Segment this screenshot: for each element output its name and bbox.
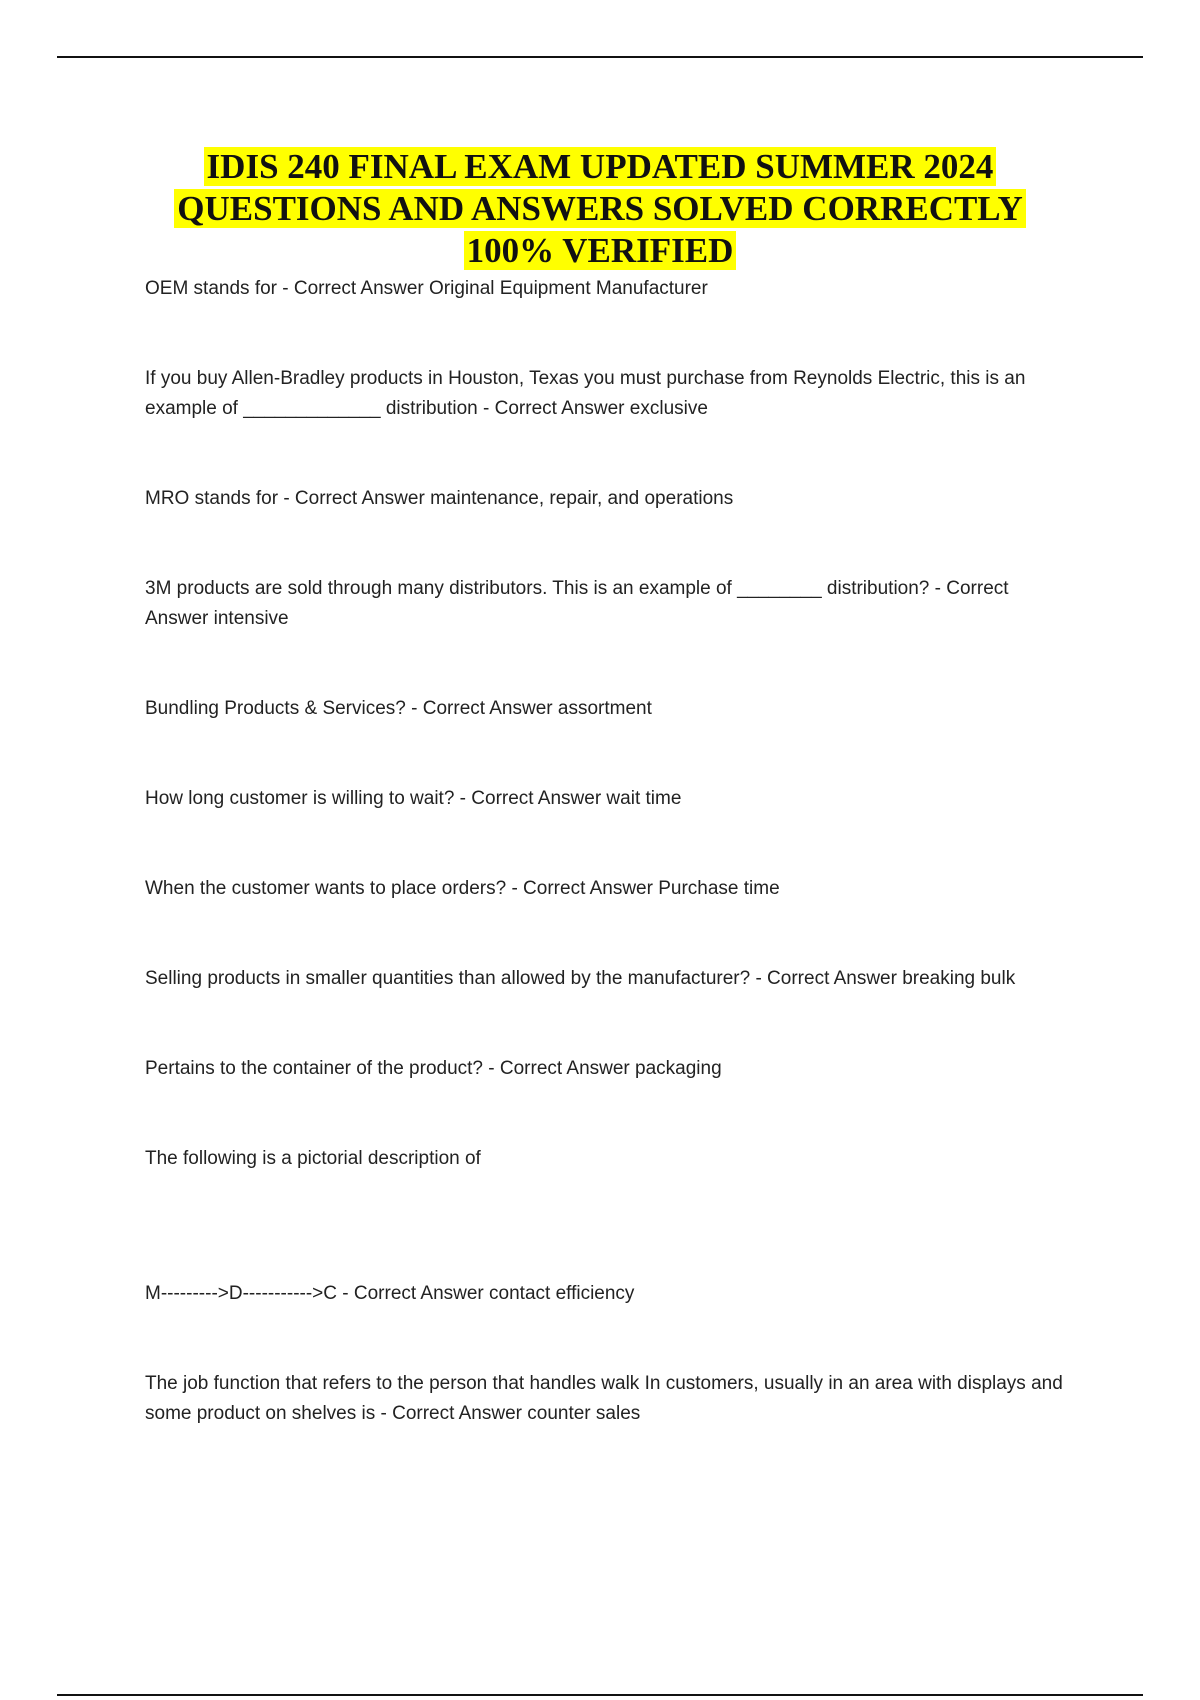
qa-item-purchase-time: When the customer wants to place orders? - Correct Answer Purchase time [145,878,780,899]
qa-item-breaking-bulk: Selling products in smaller quantities than allowed by the manufacturer? - Correct Answer breaking bulk [145,968,1016,989]
title-line-1: IDIS 240 FINAL EXAM UPDATED SUMMER 2024 [204,147,997,186]
qa-item-intensive: 3M products are sold through many distributors. This is an example of ________ distribution? - Correct Answer intensive [145,578,1013,629]
qa-item-exclusive: If you buy Allen-Bradley products in Houston, Texas you must purchase from Reynolds Electric, this is an example of _____________ distribution - Correct Answer exclusive [145,368,1031,419]
qa-item-counter-sales: The job function that refers to the person that handles walk In customers, usually in an area with displays and some product on shelves is - Correct Answer counter sales [145,1373,1069,1424]
qa-item-pictorial-prompt: The following is a pictorial description of [145,1148,481,1169]
qa-item-oem: OEM stands for - Correct Answer Original Equipment Manufacturer [145,278,708,299]
title-line-2: QUESTIONS AND ANSWERS SOLVED CORRECTLY [174,189,1025,228]
qa-item-mro: MRO stands for - Correct Answer maintenance, repair, and operations [145,488,734,509]
qa-item-wait-time: How long customer is willing to wait? - Correct Answer wait time [145,788,682,809]
qa-item-assortment: Bundling Products & Services? - Correct Answer assortment [145,698,652,719]
bottom-rule [57,1694,1143,1696]
qa-list [145,274,1069,1429]
document-title [100,146,1100,272]
top-rule [57,56,1143,58]
qa-item-contact-efficiency: M--------->D----------->C - Correct Answer contact efficiency [145,1283,635,1304]
title-line-3: 100% VERIFIED [464,231,737,270]
qa-item-packaging: Pertains to the container of the product? - Correct Answer packaging [145,1058,722,1079]
